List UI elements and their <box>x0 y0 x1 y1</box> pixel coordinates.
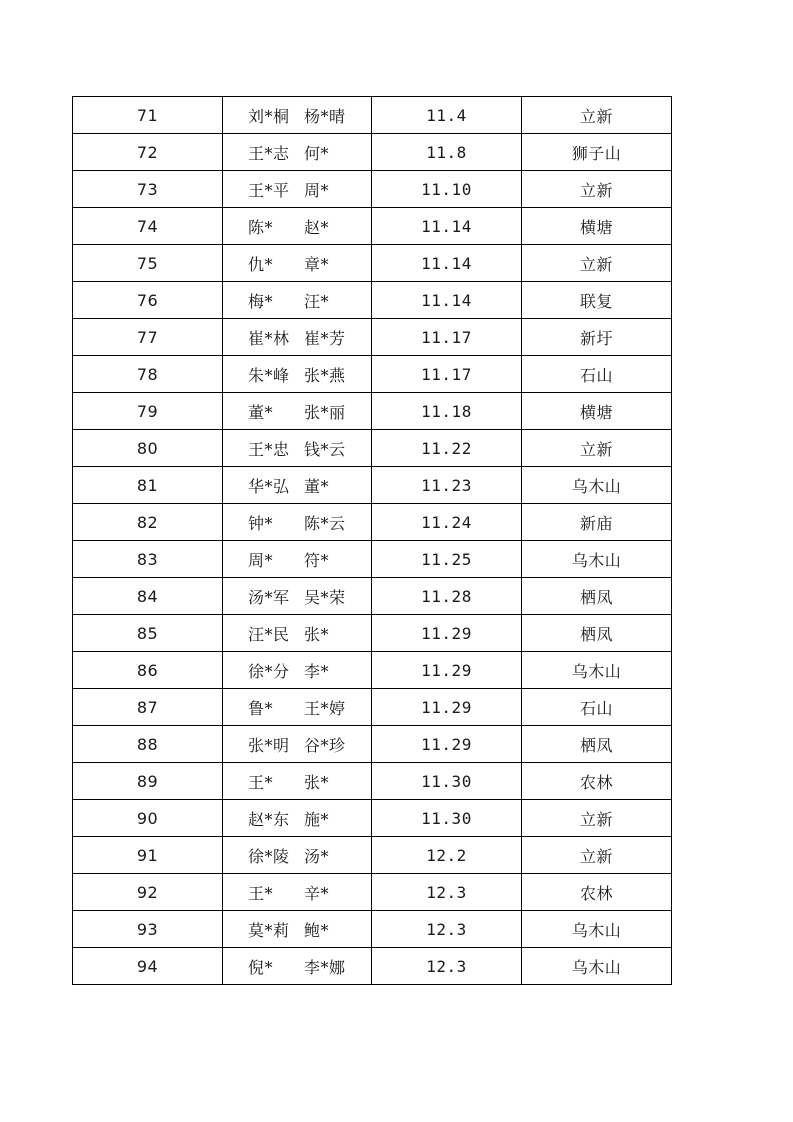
couple-names <box>223 585 371 608</box>
couple-names-cell <box>223 467 372 504</box>
couple-names-cell <box>223 689 372 726</box>
name-first: 王*忠 <box>248 439 290 459</box>
couple-names <box>223 807 371 830</box>
row-number: 74 <box>73 208 223 245</box>
table-row <box>73 319 672 356</box>
location-cell: 新圩 <box>522 319 672 356</box>
name-second: 杨*晴 <box>304 106 346 126</box>
table-row <box>73 652 672 689</box>
location-cell: 农林 <box>522 763 672 800</box>
name-second: 汪* <box>304 291 330 311</box>
table-row <box>73 208 672 245</box>
name-first: 董* <box>248 402 274 422</box>
name-first: 汪*民 <box>248 624 290 644</box>
couple-names-cell <box>223 171 372 208</box>
couple-names <box>223 178 371 201</box>
couple-names <box>223 955 371 978</box>
couple-names-cell <box>223 319 372 356</box>
date-cell: 12.3 <box>372 911 522 948</box>
couple-names <box>223 622 371 645</box>
table-row <box>73 504 672 541</box>
name-first: 王* <box>248 772 274 792</box>
table-row <box>73 282 672 319</box>
date-cell: 11.30 <box>372 800 522 837</box>
name-first: 刘*桐 <box>248 106 290 126</box>
date-cell: 11.23 <box>372 467 522 504</box>
row-number: 91 <box>73 837 223 874</box>
couple-names <box>223 326 371 349</box>
name-first: 赵*东 <box>248 809 290 829</box>
couple-names-cell <box>223 837 372 874</box>
couple-names <box>223 844 371 867</box>
couple-names <box>223 289 371 312</box>
location-cell: 立新 <box>522 171 672 208</box>
table-row <box>73 430 672 467</box>
table-row <box>73 948 672 985</box>
row-number: 81 <box>73 467 223 504</box>
name-second: 鲍* <box>304 920 330 940</box>
date-cell: 11.29 <box>372 615 522 652</box>
couple-names <box>223 437 371 460</box>
location-cell: 立新 <box>522 97 672 134</box>
location-cell: 栖凤 <box>522 578 672 615</box>
table-row <box>73 837 672 874</box>
couple-names <box>223 141 371 164</box>
name-second: 何* <box>304 143 330 163</box>
name-second: 陈*云 <box>304 513 346 533</box>
location-cell: 联复 <box>522 282 672 319</box>
date-cell: 11.10 <box>372 171 522 208</box>
date-cell: 12.2 <box>372 837 522 874</box>
row-number: 85 <box>73 615 223 652</box>
couple-names <box>223 548 371 571</box>
row-number: 90 <box>73 800 223 837</box>
couple-names-cell <box>223 504 372 541</box>
name-first: 朱*峰 <box>248 365 290 385</box>
couple-names-cell <box>223 578 372 615</box>
name-first: 陈* <box>248 217 274 237</box>
table-row <box>73 134 672 171</box>
date-cell: 11.14 <box>372 282 522 319</box>
location-cell: 栖凤 <box>522 615 672 652</box>
name-first: 崔*林 <box>248 328 290 348</box>
couple-names-cell <box>223 726 372 763</box>
location-cell: 横塘 <box>522 393 672 430</box>
name-first: 梅* <box>248 291 274 311</box>
row-number: 72 <box>73 134 223 171</box>
couple-names <box>223 511 371 534</box>
table-row <box>73 97 672 134</box>
table-body <box>73 97 672 985</box>
table-row <box>73 393 672 430</box>
row-number: 88 <box>73 726 223 763</box>
row-number: 78 <box>73 356 223 393</box>
row-number: 79 <box>73 393 223 430</box>
location-cell: 乌木山 <box>522 948 672 985</box>
row-number: 92 <box>73 874 223 911</box>
table-row <box>73 245 672 282</box>
location-cell: 乌木山 <box>522 911 672 948</box>
date-cell: 11.17 <box>372 356 522 393</box>
date-cell: 11.4 <box>372 97 522 134</box>
row-number: 75 <box>73 245 223 282</box>
location-cell: 立新 <box>522 245 672 282</box>
name-first: 王*平 <box>248 180 290 200</box>
date-cell: 11.18 <box>372 393 522 430</box>
location-cell: 立新 <box>522 430 672 467</box>
location-cell: 新庙 <box>522 504 672 541</box>
name-second: 施* <box>304 809 330 829</box>
location-cell: 横塘 <box>522 208 672 245</box>
name-second: 张* <box>304 624 330 644</box>
couple-names-cell <box>223 541 372 578</box>
location-cell: 乌木山 <box>522 541 672 578</box>
row-number: 77 <box>73 319 223 356</box>
table-row <box>73 763 672 800</box>
date-cell: 11.28 <box>372 578 522 615</box>
couple-names-cell <box>223 245 372 282</box>
row-number: 80 <box>73 430 223 467</box>
row-number: 86 <box>73 652 223 689</box>
name-second: 张*丽 <box>304 402 346 422</box>
row-number: 84 <box>73 578 223 615</box>
couple-names-cell <box>223 282 372 319</box>
table-row <box>73 911 672 948</box>
location-cell: 立新 <box>522 800 672 837</box>
couple-names-cell <box>223 763 372 800</box>
name-first: 张*明 <box>248 735 290 755</box>
row-number: 93 <box>73 911 223 948</box>
couple-names-cell <box>223 652 372 689</box>
date-cell: 11.29 <box>372 726 522 763</box>
name-second: 钱*云 <box>304 439 346 459</box>
name-first: 王* <box>248 883 274 903</box>
row-number: 94 <box>73 948 223 985</box>
couple-names-cell <box>223 208 372 245</box>
couple-names <box>223 215 371 238</box>
table-row <box>73 356 672 393</box>
table-row <box>73 800 672 837</box>
name-first: 周* <box>248 550 274 570</box>
name-first: 倪* <box>248 957 274 977</box>
table-row <box>73 726 672 763</box>
table-row <box>73 578 672 615</box>
date-cell: 11.14 <box>372 208 522 245</box>
name-first: 王*志 <box>248 143 290 163</box>
location-cell: 乌木山 <box>522 467 672 504</box>
name-first: 汤*军 <box>248 587 290 607</box>
couple-names <box>223 696 371 719</box>
location-cell: 石山 <box>522 356 672 393</box>
couple-names-cell <box>223 911 372 948</box>
couple-names-cell <box>223 948 372 985</box>
row-number: 83 <box>73 541 223 578</box>
name-second: 符* <box>304 550 330 570</box>
registration-table <box>72 96 672 985</box>
name-second: 李*娜 <box>304 957 346 977</box>
date-cell: 11.29 <box>372 689 522 726</box>
table-row <box>73 874 672 911</box>
name-second: 崔*芳 <box>304 328 346 348</box>
location-cell: 栖凤 <box>522 726 672 763</box>
location-cell: 农林 <box>522 874 672 911</box>
name-second: 周* <box>304 180 330 200</box>
date-cell: 11.30 <box>372 763 522 800</box>
name-first: 仇* <box>248 254 274 274</box>
couple-names <box>223 733 371 756</box>
name-second: 张*燕 <box>304 365 346 385</box>
name-second: 张* <box>304 772 330 792</box>
couple-names <box>223 881 371 904</box>
name-first: 徐*分 <box>248 661 290 681</box>
date-cell: 12.3 <box>372 874 522 911</box>
name-first: 莫*莉 <box>248 920 290 940</box>
row-number: 89 <box>73 763 223 800</box>
couple-names <box>223 363 371 386</box>
date-cell: 11.29 <box>372 652 522 689</box>
name-first: 徐*陵 <box>248 846 290 866</box>
couple-names <box>223 104 371 127</box>
row-number: 82 <box>73 504 223 541</box>
row-number: 87 <box>73 689 223 726</box>
location-cell: 乌木山 <box>522 652 672 689</box>
name-second: 章* <box>304 254 330 274</box>
date-cell: 11.14 <box>372 245 522 282</box>
date-cell: 11.25 <box>372 541 522 578</box>
couple-names <box>223 918 371 941</box>
row-number: 71 <box>73 97 223 134</box>
couple-names-cell <box>223 134 372 171</box>
name-first: 钟* <box>248 513 274 533</box>
couple-names-cell <box>223 615 372 652</box>
name-second: 赵* <box>304 217 330 237</box>
name-second: 吴*荣 <box>304 587 346 607</box>
name-second: 汤* <box>304 846 330 866</box>
name-second: 董* <box>304 476 330 496</box>
row-number: 76 <box>73 282 223 319</box>
table-row <box>73 689 672 726</box>
table-row <box>73 171 672 208</box>
couple-names-cell <box>223 430 372 467</box>
name-first: 鲁* <box>248 698 274 718</box>
name-second: 辛* <box>304 883 330 903</box>
date-cell: 11.22 <box>372 430 522 467</box>
location-cell: 狮子山 <box>522 134 672 171</box>
couple-names <box>223 659 371 682</box>
table-row <box>73 615 672 652</box>
couple-names <box>223 770 371 793</box>
couple-names <box>223 400 371 423</box>
date-cell: 12.3 <box>372 948 522 985</box>
name-second: 李* <box>304 661 330 681</box>
name-second: 王*婷 <box>304 698 346 718</box>
couple-names <box>223 474 371 497</box>
location-cell: 立新 <box>522 837 672 874</box>
date-cell: 11.17 <box>372 319 522 356</box>
date-cell: 11.8 <box>372 134 522 171</box>
couple-names-cell <box>223 800 372 837</box>
row-number: 73 <box>73 171 223 208</box>
table-row <box>73 467 672 504</box>
couple-names-cell <box>223 393 372 430</box>
name-first: 华*弘 <box>248 476 290 496</box>
couple-names-cell <box>223 97 372 134</box>
name-second: 谷*珍 <box>304 735 346 755</box>
date-cell: 11.24 <box>372 504 522 541</box>
location-cell: 石山 <box>522 689 672 726</box>
table-row <box>73 541 672 578</box>
couple-names <box>223 252 371 275</box>
couple-names-cell <box>223 356 372 393</box>
couple-names-cell <box>223 874 372 911</box>
